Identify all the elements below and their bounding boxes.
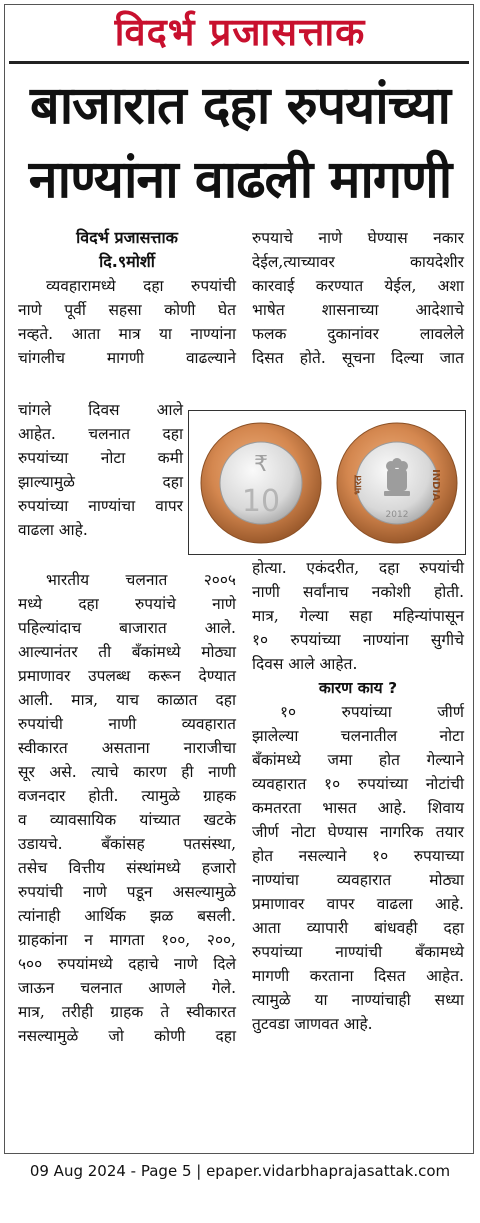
article-line: होत्या. एकंदरीत, दहा रुपयांची — [252, 559, 464, 577]
article-left-bottom — [18, 568, 236, 1048]
article-line: उडायचे. बँकांसह पतसंस्था, — [18, 835, 236, 853]
article-line: बँकांमध्ये जमा होत गेल्याने — [252, 751, 464, 769]
article-line: दिसत होते. सूचना दिल्या जात — [252, 349, 464, 367]
headline-line-1: बाजारात दहा रुपयांच्या — [30, 76, 450, 136]
article-line: आता व्यापारी बांधवही दहा — [252, 919, 464, 937]
article-line: आल्यानंतर ती बँकांमध्ये मोठ्या — [18, 643, 236, 661]
coin-country-hindi: भारत — [353, 475, 364, 495]
article-line: वजनदार होती. त्यामुळे ग्राहक — [18, 787, 236, 805]
article-line: मागणी करताना दिसत आहेत. — [252, 967, 464, 985]
article-line: चांगले दिवस आले — [18, 401, 183, 419]
article-line: जाऊन चलनात आणले गेले. — [18, 979, 236, 997]
article-line: आली. मात्र, याच काळात दहा — [18, 691, 236, 709]
article-line: नाण्यांचा व्यवहारात मोठ्या — [252, 871, 464, 889]
article-line: कारवाई करण्यात येईल, अशा — [252, 277, 464, 295]
article-line: मात्र, गेल्या सहा महिन्यांपासून — [252, 607, 464, 625]
article-line: तसेच वित्तीय संस्थांमध्ये हजारो — [18, 859, 236, 877]
article-line: नव्हते. आता मात्र या नाण्यांना — [18, 325, 236, 343]
byline-paper: विदर्भ प्रजासत्ताक — [76, 228, 178, 247]
article-line: दिवस आले आहेत. — [252, 655, 358, 673]
article-line: रुपयांची नाणे पडून असल्यामुळे — [18, 883, 236, 901]
article-line: तुटवडा जाणवत आहे. — [252, 1015, 373, 1033]
article-line: रुपयांची नाणी व्यवहारात — [18, 715, 236, 733]
coin-denomination: 10 — [241, 484, 281, 519]
article-line: ५०० रुपयांमध्ये दहाचे नाणे दिले — [18, 955, 236, 973]
article-line: प्रमाणावर उपलब्ध करून देण्यात — [18, 667, 236, 685]
article-line: व्यवहारात १० रुपयांच्या नोटांची — [252, 775, 464, 793]
article-line: झाल्यामुळे दहा — [18, 473, 183, 491]
article-line: स्वीकारत असताना नाराजीचा — [18, 739, 236, 757]
article-line: ग्राहकांना न मागता १००, २००, — [18, 931, 236, 949]
headline — [5, 69, 475, 217]
byline — [18, 226, 236, 274]
article-line: जीर्ण नोटा घेण्यास नागरिक तयार — [252, 823, 464, 841]
article-line: होत नसल्याने १० रुपयाच्या — [252, 847, 464, 865]
rupee-symbol: ₹ — [254, 452, 268, 477]
page-footer: 09 Aug 2024 - Page 5 | epaper.vidarbhaprajasattak.com — [29, 1162, 451, 1180]
headline-line-2: नाण्यांना वाढली मागणी — [28, 150, 452, 210]
article-line: रुपयांच्या नोटा कमी — [18, 449, 183, 467]
article-line: देईल,त्याच्यावर कायदेशीर — [252, 253, 464, 271]
article-left-narrow — [18, 398, 183, 542]
article-line: सूर असे. त्याचे कारण ही नाणी — [18, 763, 236, 781]
article-line: फलक दुकानांवर लावलेले — [252, 325, 464, 343]
coin-front — [201, 423, 321, 543]
article-line: १० रुपयांच्या जीर्ण — [280, 703, 464, 721]
article-line: १० रुपयांच्या नाण्यांना सुगीचे — [252, 631, 464, 649]
article-line: भारतीय चलनात २००५ — [46, 571, 236, 589]
article-line: नाणी सर्वांनाच नकोशी होती. — [252, 583, 464, 601]
article-line: मात्र, तरीही ग्राहक ते स्वीकारत — [18, 1003, 236, 1021]
article-line: चांगलीच मागणी वाढल्याने — [18, 349, 236, 367]
coin-country: INDIA — [430, 469, 441, 501]
byline-dateline: दि.९मोर्शी — [99, 252, 155, 271]
article-line: व व्यावसायिक यांच्यात खटके — [18, 811, 236, 829]
coin-back — [337, 423, 457, 543]
article-line: कमतरता भासत आहे. शिवाय — [252, 799, 464, 817]
masthead-rule — [9, 61, 469, 64]
article-line: आहेत. चलनात दहा — [18, 425, 183, 443]
coin-year: 2012 — [385, 510, 409, 520]
article-line: नाणे पूर्वी सहसा कोणी घेत — [18, 301, 236, 319]
article-line: झालेल्या चलनातील नोटा — [252, 727, 464, 745]
article-line: रुपयाचे नाणे घेण्यास नकार — [252, 229, 464, 247]
article-right-top — [252, 226, 464, 370]
article-line: भाषेत शासनाच्या आदेशाचे — [252, 301, 464, 319]
article-line: प्रमाणावर वापर वाढला आहे. — [252, 895, 464, 913]
masthead: विदर्भ प्रजासत्ताक — [114, 10, 366, 54]
article-line: त्यांनाही आर्थिक झळ बसली. — [18, 907, 236, 925]
article-line: पहिल्यांदाच बाजारात आले. — [18, 619, 236, 637]
article-left-top — [18, 274, 236, 370]
article-line: वाढला आहे. — [18, 521, 88, 539]
article-line: मध्ये दहा रुपयांचे नाणे — [18, 595, 236, 613]
article-line: रुपयांच्या नाण्यांचा वापर — [18, 497, 183, 515]
article-line: त्यामुळे या नाण्यांचाही सध्या — [252, 991, 464, 1009]
subheading: कारण काय ? — [318, 679, 398, 697]
article-line: नसल्यामुळे जो कोणी दहा — [18, 1027, 236, 1045]
coin-photo — [188, 410, 466, 555]
article-line: रुपयांच्या नाण्यांची बँकामध्ये — [252, 943, 464, 961]
article-line: व्यवहारामध्ये दहा रुपयांची — [46, 277, 236, 295]
article-right-bottom — [252, 556, 464, 1036]
coin-image — [189, 411, 465, 554]
